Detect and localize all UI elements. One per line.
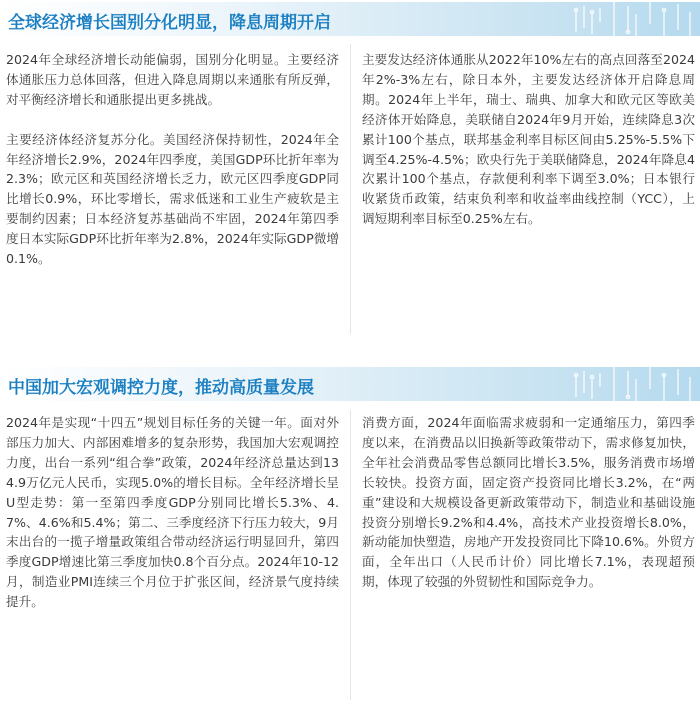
section-1-divider (350, 44, 351, 334)
section-2-divider (350, 410, 351, 700)
section-2-banner (0, 367, 700, 401)
section-1-left-column (6, 50, 339, 269)
paragraph: 主要发达经济体通胀从2022年10%左右的高点回落至2024年2%-3%左右，除日本外，主要发达经济体开启降息周期。2024年上半年，瑞士、瑞典、加拿大和欧元区等欧美经济体开始降息，美联储自2024年9月开始，连续降息3次累计100个基点，联邦基金利率目标区间由5.25%-5.5%下调至4.25%-4.5%；欧央行先于美联储降息，2024年降息4次累计100个基点，存款便利利率下调至3.0%；日本银行收紧货币政策，结束负利率和收益率曲线控制（YCC），上调短期利率目标至0.25%左右。 (362, 52, 695, 227)
paragraph: 2024年全球经济增长动能偏弱，国别分化明显。主要经济体通胀压力总体回落，但进入降息周期以来通胀有所反弹，对平衡经济增长和通胀提出更多挑战。 (6, 52, 339, 107)
circuit-decoration-icon (570, 367, 700, 401)
section-1-right-column (362, 50, 695, 229)
paragraph: 2024年是实现“十四五”规划目标任务的关键一年。面对外部压力加大、内部困难增多的复杂形势，我国加大宏观调控力度，出台一系列“组合拳”政策，2024年经济总量达到134.9万亿元人民币，实现5.0%的增长目标。全年经济增长呈U型走势：第一至第四季度GDP分别同比增长5.3%、4.7%、4.6%和5.4%；第二、三季度经济下行压力较大，9月末出台的一揽子增量政策组合带动经济运行明显回升，第四季度GDP增速比第三季度加快0.8个百分点。2024年10-12月，制造业PMI连续三个月位于扩张区间，经济景气度持续提升。 (6, 415, 339, 610)
paragraph: 消费方面，2024年面临需求疲弱和一定通缩压力，第四季度以来，在消费品以旧换新等政策带动下，需求修复加快，全年社会消费品零售总额同比增长3.5%，服务消费市场增长较快。投资方面，固定资产投资同比增长3.2%，在“两重”建设和大规模设备更新政策带动下，制造业和基础设施投资分别增长9.2%和4.4%，高技术产业投资增长8.0%，新动能加快塑造，房地产开发投资同比下降10.6%。外贸方面，全年出口（人民币计价）同比增长7.1%，表现超预期，体现了较强的外贸韧性和国际竞争力。 (362, 415, 695, 590)
section-1-title: 全球经济增长国别分化明显，降息周期开启 (8, 13, 331, 33)
section-2-right-column (362, 413, 695, 592)
section-2-left-column (6, 413, 339, 612)
section-2-title: 中国加大宏观调控力度，推动高质量发展 (8, 378, 314, 398)
paragraph: 主要经济体经济复苏分化。美国经济保持韧性，2024年全年经济增长2.9%，2024年四季度，美国GDP环比折年率为2.3%；欧元区和英国经济增长乏力，欧元区四季度GDP同比增长0.9%，环比零增长，需求低迷和工业生产疲软是主要制约因素；日本经济复苏基础尚不牢固，2024年第四季度日本实际GDP环比折年率为2.8%，2024年实际GDP微增0.1%。 (6, 131, 339, 267)
circuit-decoration-icon (570, 2, 700, 36)
section-1-banner (0, 2, 700, 36)
